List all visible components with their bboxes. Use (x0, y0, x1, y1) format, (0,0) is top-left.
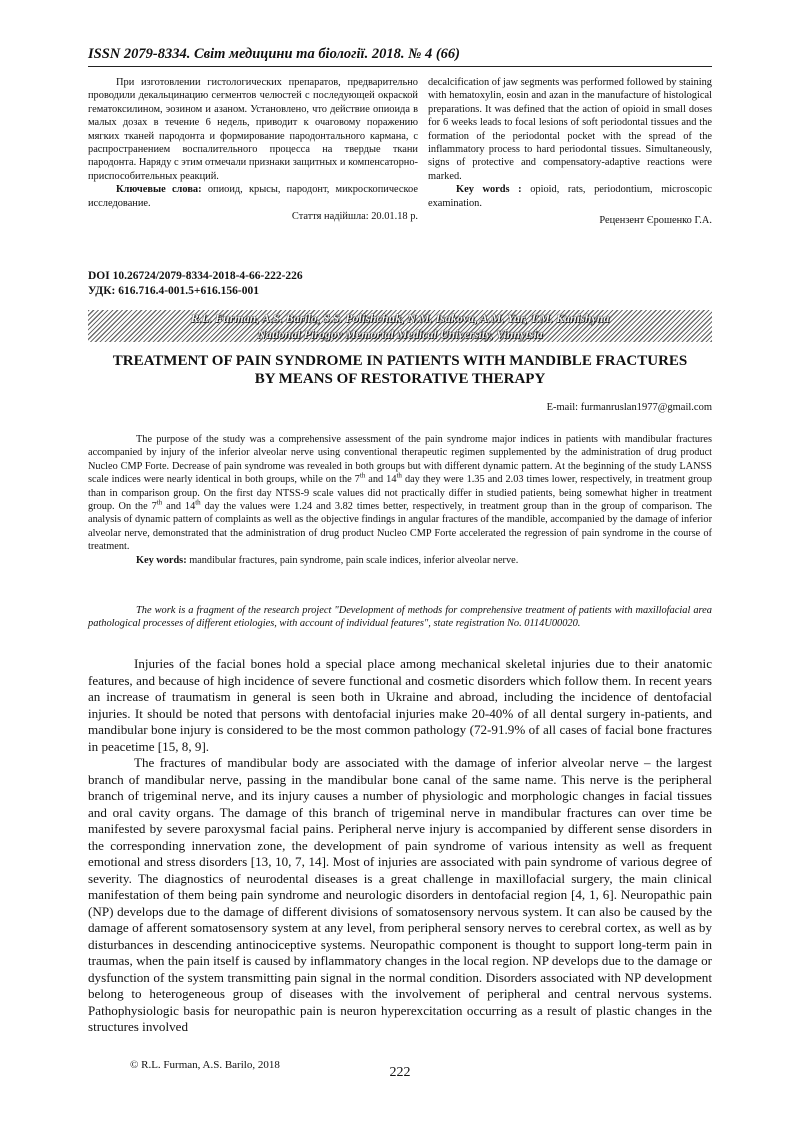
doi: DOI 10.26724/2079-8334-2018-4-66-222-226 (88, 270, 303, 282)
page-number: 222 (389, 1065, 411, 1080)
title-line-1: TREATMENT OF PAIN SYNDROME IN PATIENTS WITH MANDIBLE FRACTURES (112, 353, 688, 369)
english-keywords-label: Key words : (456, 184, 522, 196)
russian-abstract: При изготовлении гистологических препаратов, предварительно проводили декальцинацию сегментов челюстей с последующей окраской гематоксилином, эозином и азаном. Установлено, что действие опиоида в малых дозах в течение 6 недель, приводит к очаговому поражению мягких тканей пародонта и формирование пародонтального кармана, с распространением воспалительного процесса на твердые ткани пародонта. Наряду с этим отмечали признаки защитных и компенсаторно- приспособительных реакций. (88, 77, 418, 182)
abstract-part: and 14 (162, 501, 196, 513)
english-keywords-text: opioid, rats, periodontium, microscopic examination. (428, 184, 712, 209)
affiliation: National Pirogov Memorial Medical University, Vinnytsia (257, 327, 543, 341)
keywords-text: mandibular fractures, pain syndrome, pain scale indices, inferior alveolar nerve. (186, 554, 519, 566)
russian-keywords-label: Ключевые слова: (116, 184, 202, 196)
funding-note: The work is a fragment of the research project "Development of methods for comprehensive treatment of patients with maxillofacial area pathological processes of different etiologies, with account of individual features", state registration No. 0114U00020. (88, 605, 712, 630)
copyright: © R.L. Furman, A.S. Barilo, 2018 (130, 1059, 280, 1071)
abstract-part: and 14 (365, 474, 397, 486)
superscript: th (396, 471, 402, 480)
english-keywords (428, 183, 712, 210)
doi-block (88, 269, 303, 299)
reviewer: Рецензент Єрошенко Г.А. (599, 215, 712, 227)
title-line-2: BY MEANS OF RESTORATIVE THERAPY (254, 371, 546, 387)
english-summary (428, 76, 712, 227)
authors: R.L. Furman, A.S. Barilo, S.S. Polishchuk, N.M. Isakova, A.M. Yur, T.M. Kanishyna (190, 311, 610, 325)
superscript: th (359, 471, 366, 480)
article-title (88, 352, 712, 388)
superscript: th (156, 498, 163, 507)
author-band (88, 310, 712, 342)
body-paragraph-2a: The fractures of mandibular body are associated with the damage of inferior alveolar nerve – the largest branch of mandibular nerve, passing in the mandibular bone canal of the same name. This nerve is the peripheral branch of trigeminal nerve, and its injury causes a number of physiologic and morphologic changes in facial tissues and oral cavity organs. The damage of this branch of trigeminal nerve in mandibular fractures can over time be manifested by severe paroxysmal facial pains. Peripheral nerve injury is accompanied by different sense disorders in the corresponding innervation zone, the development of pain syndrome of various intensity as well as frequent emotional and stress disorders [13, 10, 7, 14]. Most of injuries are associated with pain syndrome of various degree of severity. The diagnostics of neurodental diseases is a great challenge in maxillofacial surgery, the main clinical manifestation of them being pain syndrome and neurologic disorders in dentofacial region [4, 1, 6] (88, 755, 712, 902)
abstract (88, 433, 712, 567)
udk: УДК: 616.716.4-001.5+616.156-001 (88, 285, 259, 297)
abstract-part: The purpose of the study was a comprehensive assessment of the pain syndrome major indices in patients with mandibular fractures accompanied by injury of the inferior alveolar nerve using conventional therapeutic regimen supplemented by the administration of drug product Nucleo CMP Forte. Decrease of pain syndrome was revealed in both groups but with different dynamic pattern. At the beginning of the study LANSS scale indices were nearly identical in both groups, while on the 7 (88, 434, 712, 486)
body-paragraph-2b: . Neuropathic pain (NP) develops due to the damage of different divisions of somatosensory nervous system. It can also be caused by the damage of afferent somatosensory system at any level, from peripheral sensory nerves to cerebral cortex, as well as by disturbances in descending antinociceptive systems. Neuropathic component is thought to support long-term pain in traumas, when the pain itself is caused by inflammatory changes in the local region. NP develops due to the damage or dysfunction of the system transmitting pain signal in the normal condition. Disorders associated with NP development belong to heterogeneous group of diseases with the involvement of peripheral and central nervous systems. Pathophysiologic basis for neuropathic pain is neuron hyperexcitation occurring as a result of plastic changes in the structures involved (88, 887, 713, 1034)
author-email[interactable]: E-mail: furmanruslan1977@gmail.com (546, 402, 712, 413)
abstract-text (88, 433, 712, 554)
abstract-keywords (88, 554, 712, 567)
body-paragraph-2 (88, 755, 712, 1036)
english-abstract: decalcification of jaw segments was performed followed by staining with hematoxylin, eosin and azan in the manufacture of histological preparations. It was defined that the action of opioid in small doses for 6 weeks leads to focal lesions of soft periodontal tissues and the formation of the periodontal pocket with the spread of the inflammatory process to hard periodontal tissues. Simultaneously, signs of protective and compensatory-adaptive reactions were marked. (428, 77, 712, 182)
keywords-label: Key words: (136, 554, 187, 566)
superscript: th (195, 498, 201, 507)
abstract-part: day they were 1.35 and 2.03 times lower, respectively, in treatment group than in comparison group. On the first day NTSS-9 scale values did not practically differ in studied patients, being somewhat higher in treatment group. On the 7 (88, 474, 713, 513)
abstract-part: day the values were 1.24 and 3.82 times better, respectively, in treatment group than in the group of comparison. The analysis of dynamic pattern of complaints as well as the objective findings in angular fractures of the mandible, accompanied by the damage of inferior alveolar nerve, demonstrated that the administration of drug product Nucleo CMP Forte accelerated the regression of pain syndrome in the course of treatment. (88, 501, 712, 553)
journal-header: ISSN 2079-8334. Світ медицини та біології. 2018. № 4 (66) (88, 46, 712, 67)
article-body (88, 656, 712, 1036)
russian-keywords-text: опиоид, крысы, пародонт, микроскопическое исследование. (88, 184, 418, 209)
body-paragraph-1: Injuries of the facial bones hold a special place among mechanical skeletal injuries due to their anatomic features, and because of high incidence of severe functional and cosmetic disorders which follow them. In recent years an increase of traumatism in general is seen both in Ukraine and abroad, including the incidence of dentofacial injuries. It should be noted that persons with dentofacial injuries make 20-40% of all dental surgery in-patients, and mandibular bone injury is considered to be the most common pathology (72-91.9% of all cases of facial bone fractures in peacetime [15, 8, 9]. (88, 656, 712, 754)
received-date: Стаття надійшла: 20.01.18 р. (291, 211, 418, 223)
russian-keywords (88, 183, 418, 210)
russian-summary (88, 76, 418, 223)
